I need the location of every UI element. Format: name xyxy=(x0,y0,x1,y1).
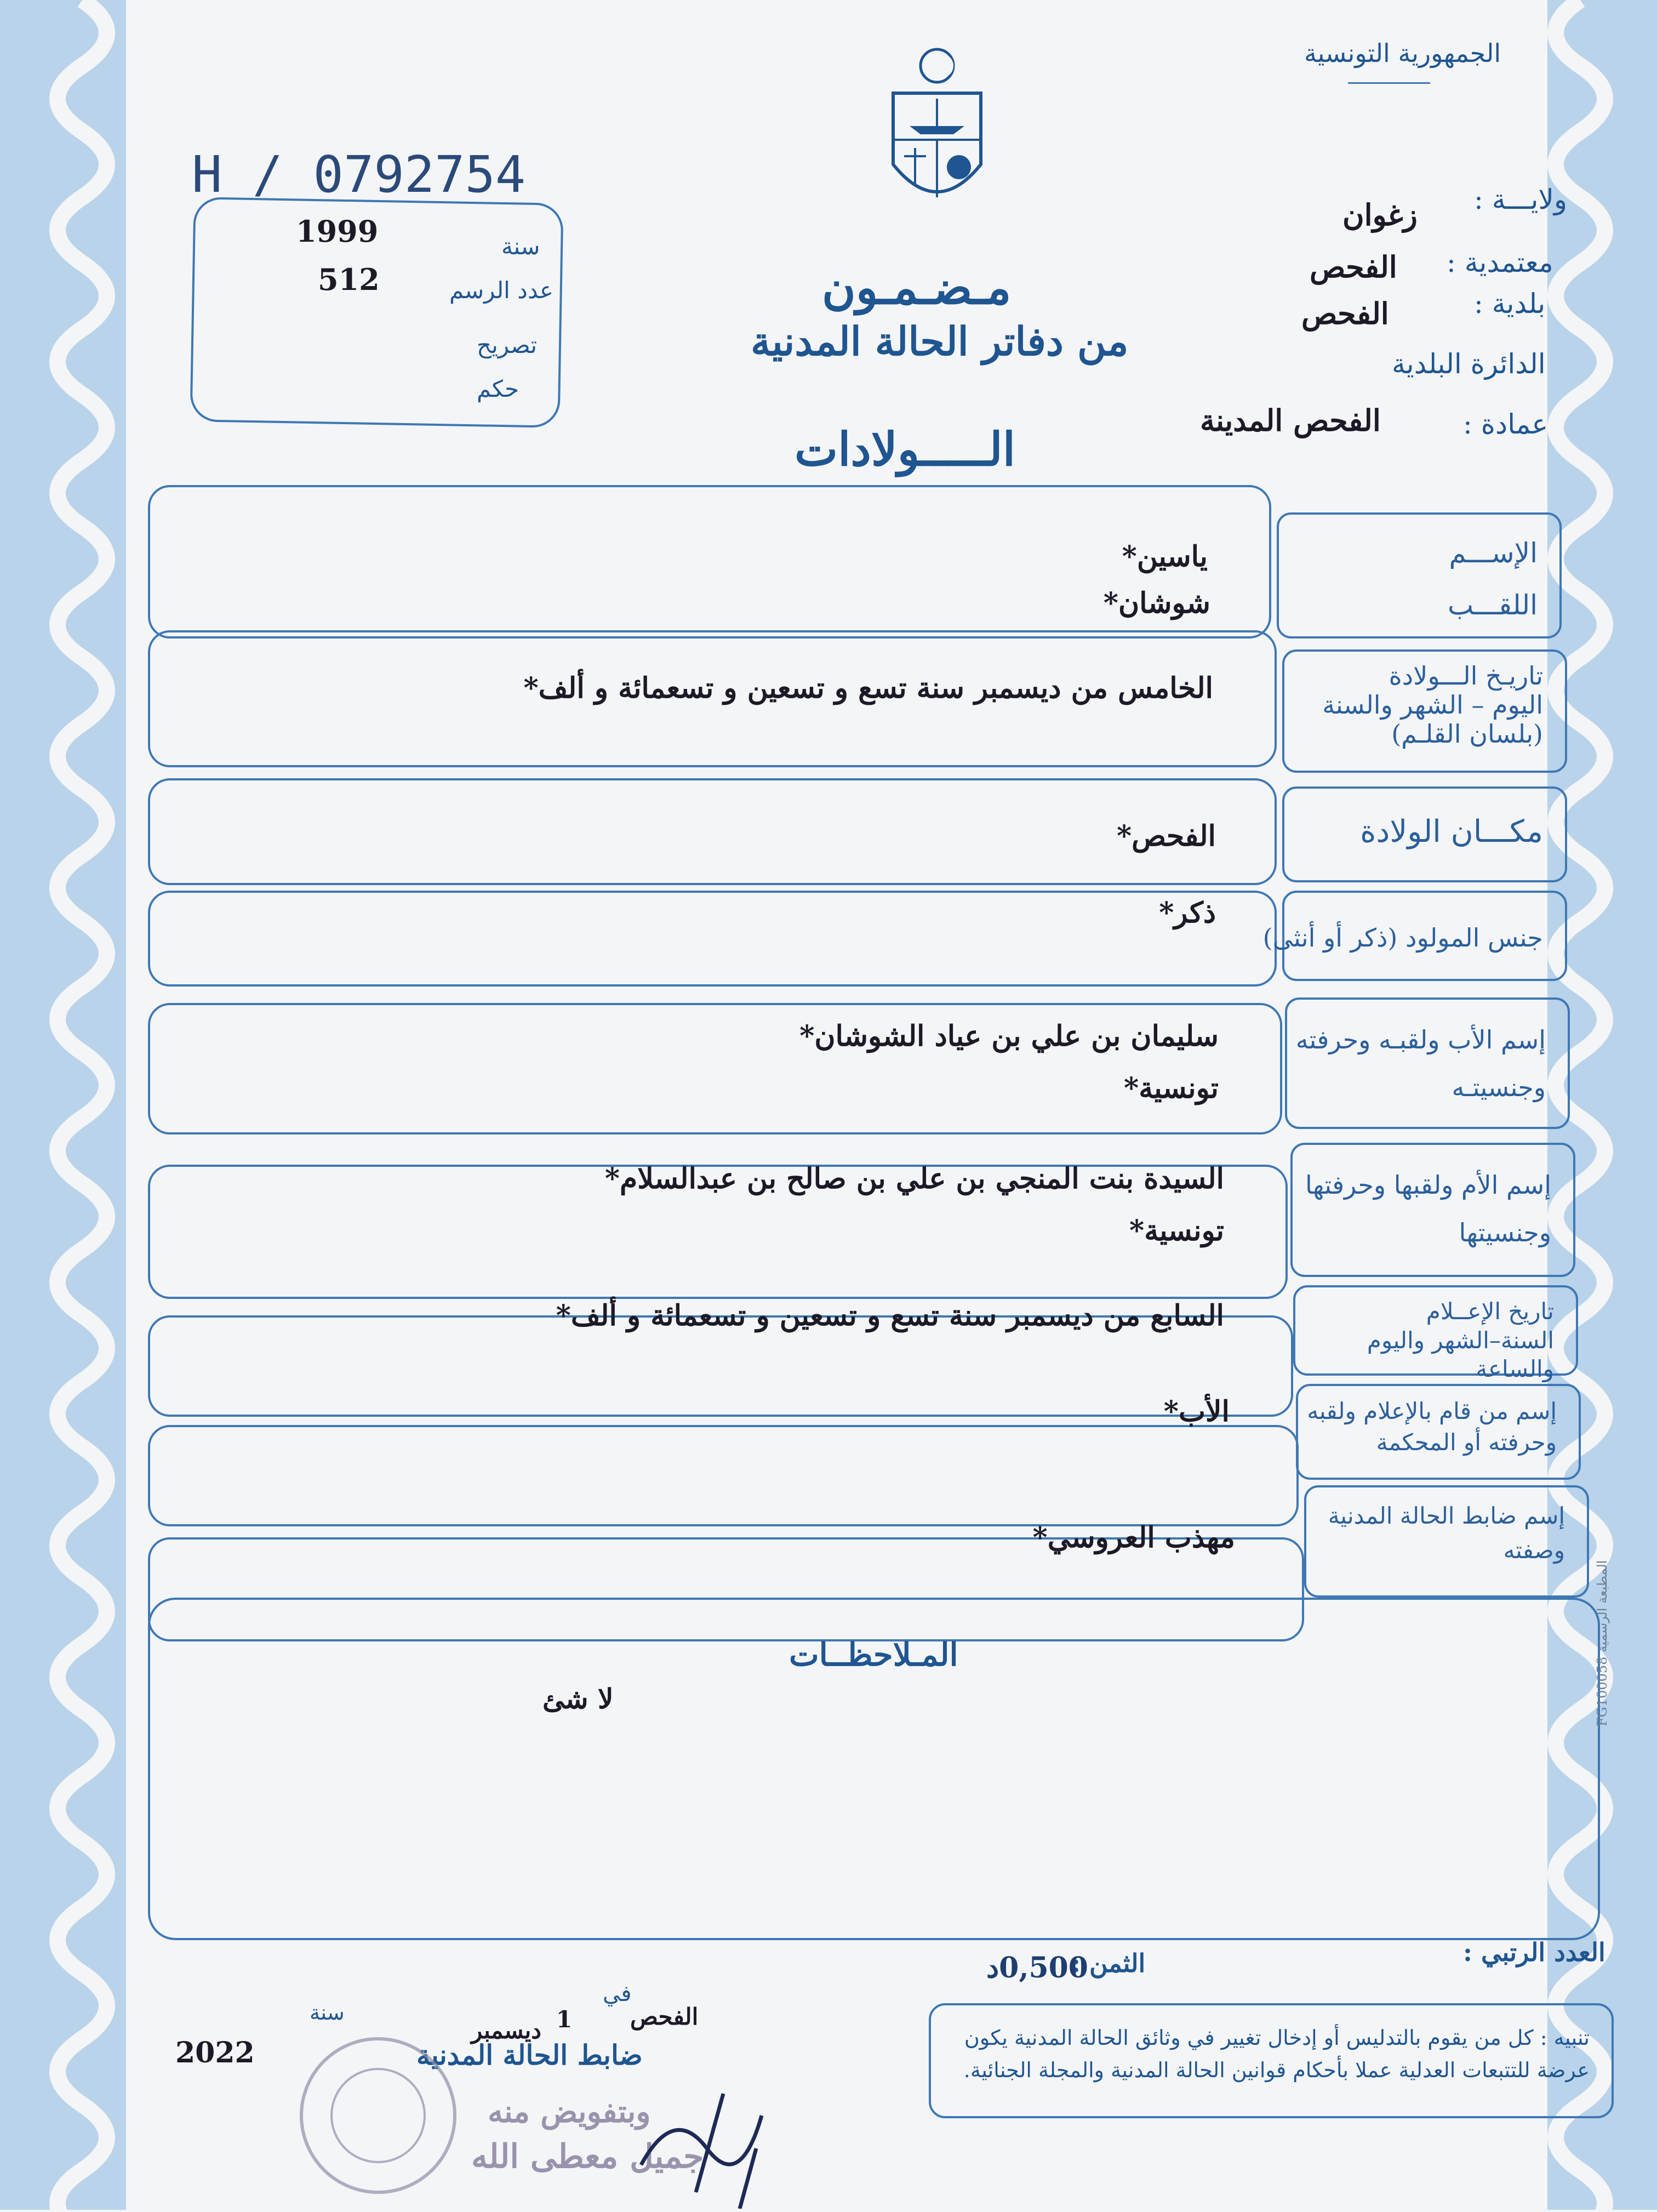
officer-title: ضابط الحالة المدنية xyxy=(416,2039,643,2071)
warning-box xyxy=(929,2003,1614,2118)
warning-text: تنبيه : كل من يقوم بالتدليس أو إدخال تغيير في وثائق الحالة المدنية يكون عرضة للتتبعات العدلية عملا بأحكام قوانين الحالة المدنية والمجلة الجنائية. xyxy=(963,2026,1590,2082)
left-wave-pattern xyxy=(0,0,126,2210)
remarks-value: لا شئ xyxy=(542,1683,614,1715)
sex-value: ذكر* xyxy=(1159,896,1216,930)
official-stamp-icon xyxy=(290,2028,466,2203)
father-nationality-value: تونسية* xyxy=(1124,1071,1219,1105)
mootamadiya-label: معتمدية : xyxy=(1447,247,1553,278)
remarks-title: المـلاحظــات xyxy=(789,1636,958,1673)
name-label: الإســـم xyxy=(1449,537,1538,569)
place-value-box xyxy=(148,778,1277,885)
declarant-value-box xyxy=(148,1425,1299,1526)
declaration-label: تصريح xyxy=(477,332,538,358)
republic-label: الجمهورية التونسية xyxy=(1304,38,1501,68)
surname-label: اللقـــب xyxy=(1447,589,1538,621)
omada-label: عمادة : xyxy=(1463,408,1549,440)
mother-label-box xyxy=(1290,1143,1575,1277)
issue-year-label: سنة xyxy=(310,2000,345,2025)
wilaya-label: ولايـــة : xyxy=(1474,184,1568,215)
declaration-date-label: تاريخ الإعــلام السنة–الشهر واليوم والساعة xyxy=(1367,1298,1554,1382)
place-label-box xyxy=(1282,786,1567,882)
father-label: إسم الأب ولقبـه وحرفته وجنسيتـه xyxy=(1295,1025,1546,1103)
price-value: 0,500د xyxy=(986,1951,1088,1985)
officer-value: مهذب العروسي* xyxy=(1032,1521,1235,1554)
officer-label-box xyxy=(1304,1485,1589,1598)
title-births: الـــــولادات xyxy=(795,422,1016,476)
title-contents: مـضـمـون xyxy=(822,260,1012,315)
issue-month-value: ديسمبر xyxy=(471,2017,541,2044)
mother-nationality-value: تونسية* xyxy=(1129,1214,1224,1247)
daira-label: الدائرة البلدية xyxy=(1392,348,1546,380)
sex-value-box xyxy=(148,891,1277,987)
mother-label: إسم الأم ولقبها وحرفتها وجنسيتها xyxy=(1305,1170,1551,1248)
stamp-delegation-text: وبتفويض منه xyxy=(488,2094,651,2130)
title-civil-registers: من دفاتر الحالة المدنية xyxy=(751,318,1129,364)
omada-value: الفحص المدينة xyxy=(1200,403,1381,438)
reg-year-value: 1999 xyxy=(296,214,379,249)
issue-in-label: في xyxy=(603,1981,632,2006)
name-label-box xyxy=(1277,512,1562,638)
dob-label: تاريـخ الـــولادة اليوم – الشهر والسنة (بلسان القلـم) xyxy=(1322,661,1543,749)
reg-number-label: عدد الرسم xyxy=(449,277,553,304)
document-serial-number: H / 0792754 xyxy=(192,145,526,204)
declarant-label: إسم من قام بالإعلام ولقبه وحرفته أو المحكمة xyxy=(1307,1398,1557,1456)
judgment-label: حكم xyxy=(477,375,519,402)
declaration-date-label-box xyxy=(1293,1285,1578,1382)
wilaya-value: زغوان xyxy=(1342,197,1418,232)
sex-label: جنس المولود (ذكر أو أنثى) xyxy=(1262,923,1543,953)
issue-year-value: 2022 xyxy=(175,2036,255,2070)
dob-label-box xyxy=(1282,649,1567,773)
place-value: الفحص* xyxy=(1116,819,1216,853)
name-value-box xyxy=(148,485,1271,638)
name-value: ياسين* xyxy=(1122,540,1208,573)
declaration-date-value: السابع من ديسمبر سنة تسع و تسعين و تسعمائة و ألف* xyxy=(556,1299,1224,1332)
serial-number-label: العدد الرتبي : xyxy=(1463,1937,1605,1967)
republic-underline xyxy=(1348,82,1430,84)
price-label: الثمن : xyxy=(1071,1948,1146,1978)
printer-note: المطبعة الرسمية FG100058 xyxy=(1595,1560,1610,1726)
baladiya-value: الفحص xyxy=(1301,296,1389,331)
baladiya-label: بلدية : xyxy=(1474,288,1546,320)
mootamadiya-value: الفحص xyxy=(1310,249,1397,284)
declarant-value: الأب* xyxy=(1163,1395,1230,1428)
sex-label-box xyxy=(1262,891,1567,981)
stamp-name-text: جميل معطى الله xyxy=(471,2137,704,2176)
signature-icon xyxy=(630,2083,795,2209)
mother-name-value: السيدة بنت المنجي بن علي بن صالح بن عبدالسلام* xyxy=(604,1162,1224,1195)
reg-number-value: 512 xyxy=(318,262,380,297)
surname-value: شوشان* xyxy=(1103,586,1210,620)
coat-of-arms-icon xyxy=(882,44,992,219)
declarant-label-box xyxy=(1296,1384,1581,1480)
left-guilloche-border xyxy=(0,0,126,2210)
reg-year-label: سنة xyxy=(501,233,540,260)
dob-value: الخامس من ديسمبر سنة تسع و تسعين و تسعمائة و ألف* xyxy=(523,671,1213,705)
place-label: مكـــان الولادة xyxy=(1360,814,1543,850)
father-label-box xyxy=(1285,997,1570,1129)
officer-label: إسم ضابط الحالة المدنية وصفته xyxy=(1328,1502,1565,1564)
father-name-value: سليمان بن علي بن عياد الشوشان* xyxy=(799,1019,1219,1053)
issue-day-value: 1 xyxy=(556,2006,573,2033)
issue-place-value: الفحص xyxy=(630,2003,699,2030)
